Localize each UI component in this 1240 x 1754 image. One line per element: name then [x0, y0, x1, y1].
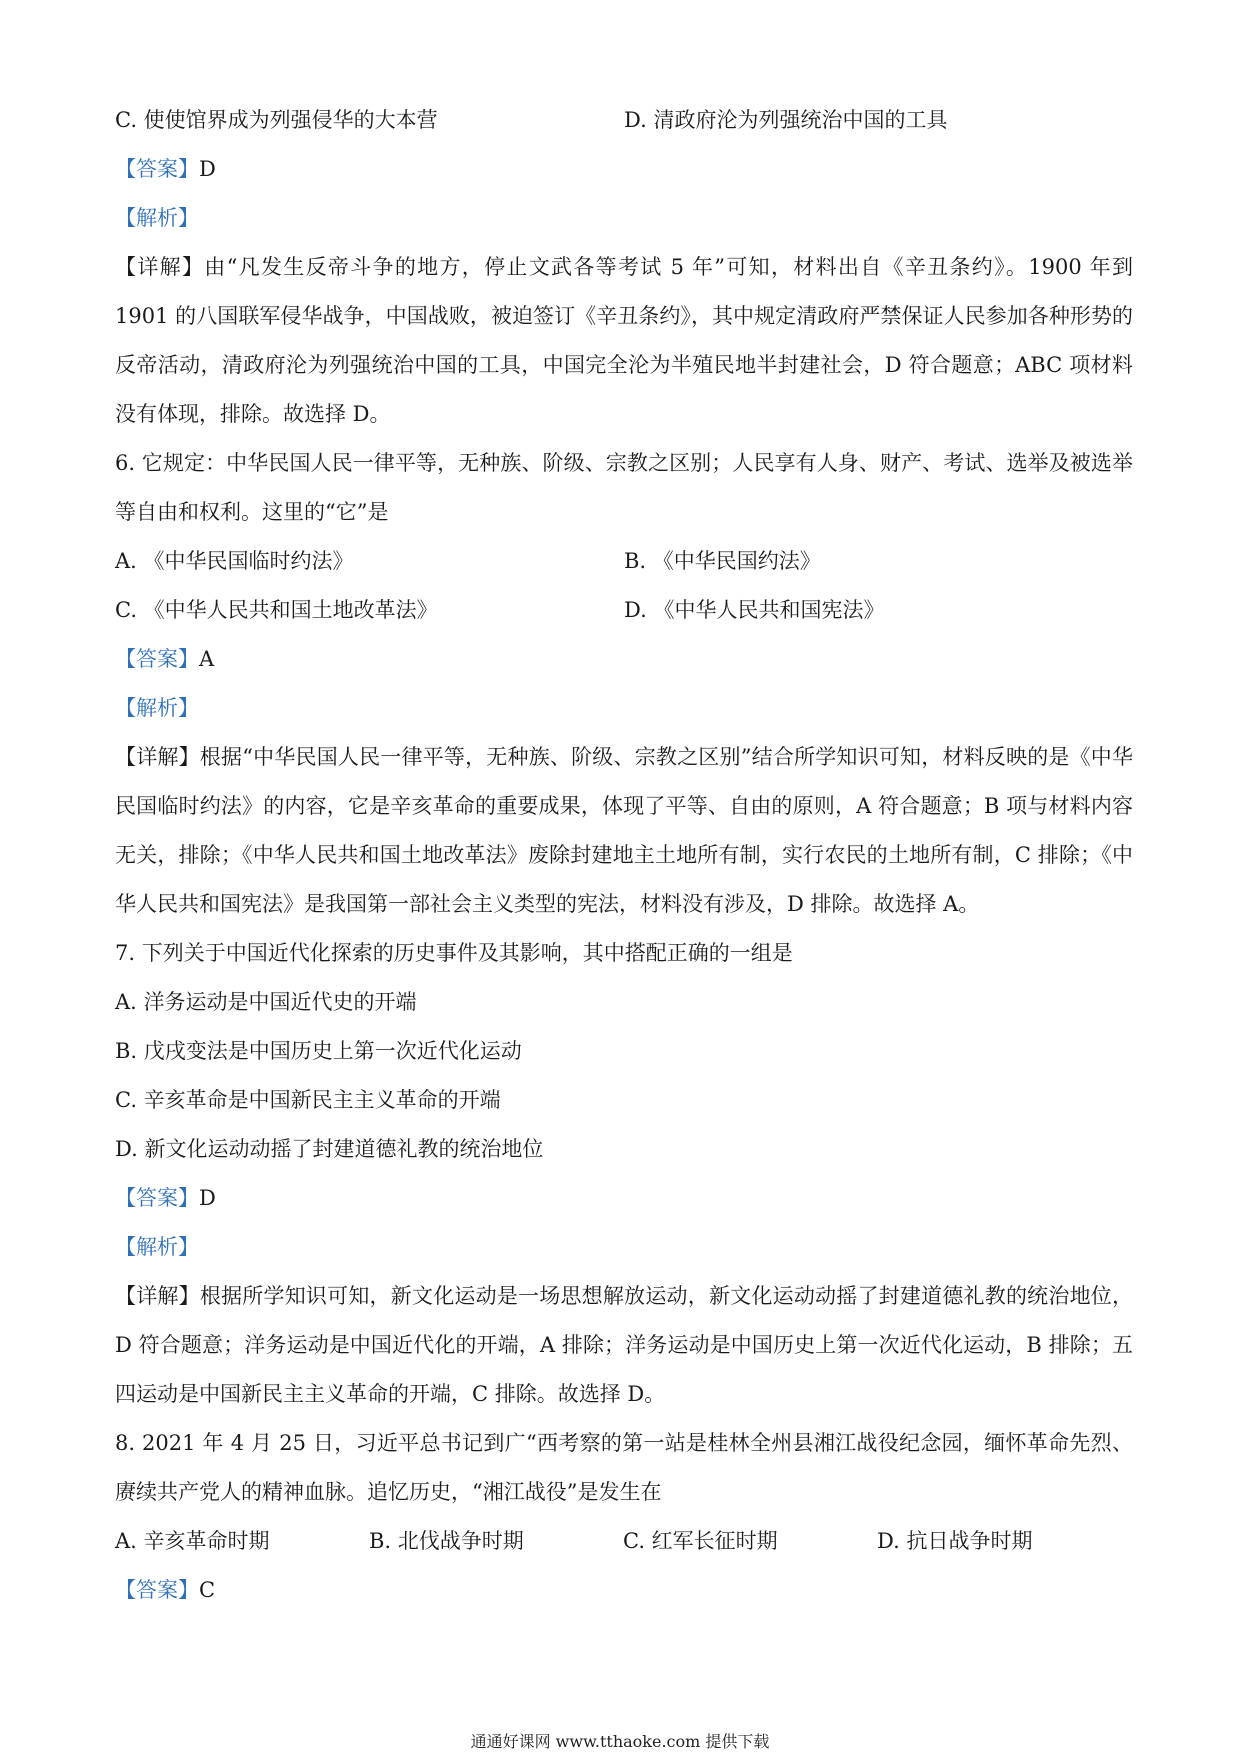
detail-label: 【详解】 [115, 745, 200, 769]
q8-stem: 8. 2021 年 4 月 25 日，习近平总书记到广“西考察的第一站是桂林全州县湘江战役纪念园，缅怀革命先烈、赓续共产党人的精神血脉。追忆历史，“湘江战役”是发生在 [115, 1431, 1133, 1504]
q6-option-c: C. 《中华人民共和国土地改革法》 [115, 598, 438, 622]
q7-stem: 7. 下列关于中国近代化探索的历史事件及其影响，其中搭配正确的一组是 [115, 941, 793, 965]
q5-option-d: D. 清政府沦为列强统治中国的工具 [624, 108, 948, 132]
exam-page [115, 96, 1133, 1615]
q6-option-a: A. 《中华民国临时约法》 [115, 549, 354, 573]
q5-detail-text: 由“凡发生反帝斗争的地方，停止文武各等考试 5 年”可知，材料出自《辛丑条约》。1900 年到 1901 的八国联军侵华战争，中国战败，被迫签订《辛丑条约》，其中规定清政府严禁保证人民参加各种形势的反帝活动，清政府沦为列强统治中国的工具，中国完全沦为半殖民地半封建社会，D 符合题意；ABC 项材料没有体现，排除。故选择 D。 [115, 255, 1133, 426]
q8-options [115, 1517, 1133, 1566]
detail-label: 【详解】 [115, 1284, 200, 1308]
analysis-label: 【解析】 [115, 206, 199, 230]
q7-detail [115, 1272, 1133, 1419]
q7-analysis [115, 1223, 1133, 1272]
q8-option-a: A. 辛亥革命时期 [115, 1529, 270, 1553]
q5-answer-value: D [199, 157, 216, 181]
q7-option-d: D. 新文化运动动摇了封建道德礼教的统治地位 [115, 1137, 544, 1161]
q6-options-row2 [115, 586, 1133, 635]
answer-label: 【答案】 [115, 647, 199, 671]
q6-answer [115, 635, 1133, 684]
q5-detail [115, 243, 1133, 439]
q7-answer-value: D [199, 1186, 216, 1210]
q7-detail-text: 根据所学知识可知，新文化运动是一场思想解放运动，新文化运动动摇了封建道德礼教的统治地位，D 符合题意；洋务运动是中国近代化的开端，A 排除；洋务运动是中国历史上第一次近代化运动，B 排除；五四运动是中国新民主主义革命的开端，C 排除。故选择 D。 [115, 1284, 1134, 1406]
q6-option-d: D. 《中华人民共和国宪法》 [624, 598, 885, 622]
q6-detail [115, 733, 1133, 929]
q8-answer [115, 1566, 1133, 1615]
q5-analysis [115, 194, 1133, 243]
answer-label: 【答案】 [115, 1578, 199, 1602]
q6-option-b: B. 《中华民国约法》 [624, 549, 821, 573]
q5-options [115, 96, 1133, 145]
q6-analysis [115, 684, 1133, 733]
page-footer: 通通好课网 www.tthaoke.com 提供下载 [470, 1732, 770, 1751]
q7-option-a: A. 洋务运动是中国近代史的开端 [115, 990, 417, 1014]
detail-label: 【详解】 [115, 255, 205, 279]
analysis-label: 【解析】 [115, 696, 199, 720]
answer-label: 【答案】 [115, 157, 199, 181]
q8-option-d: D. 抗日战争时期 [877, 1529, 1033, 1553]
q6-detail-text: 根据“中华民国人民一律平等，无种族、阶级、宗教之区别”结合所学知识可知，材料反映的是《中华民国临时约法》的内容，它是辛亥革命的重要成果，体现了平等、自由的原则，A 符合题意；B 项与材料内容无关，排除；《中华人民共和国土地改革法》废除封建地主土地所有制，实行农民的土地所有制，C 排除；《中华人民共和国宪法》是我国第一部社会主义类型的宪法，材料没有涉及，D 排除。故选择 A。 [115, 745, 1134, 916]
q7-option-b: B. 戊戌变法是中国历史上第一次近代化运动 [115, 1039, 522, 1063]
answer-label: 【答案】 [115, 1186, 199, 1210]
q8-option-b: B. 北伐战争时期 [369, 1529, 524, 1553]
q5-answer [115, 145, 1133, 194]
q6-stem: 6. 它规定：中华民国人民一律平等，无种族、阶级、宗教之区别；人民享有人身、财产、考试、选举及被选举等自由和权利。这里的“它”是 [115, 451, 1133, 524]
q6-options-row1 [115, 537, 1133, 586]
q7-option-c: C. 辛亥革命是中国新民主主义革命的开端 [115, 1088, 501, 1112]
q7-answer [115, 1174, 1133, 1223]
q8-answer-value: C [199, 1578, 216, 1602]
analysis-label: 【解析】 [115, 1235, 199, 1259]
q5-option-c: C. 使使馆界成为列强侵华的大本营 [115, 108, 438, 132]
q6-answer-value: A [199, 647, 215, 671]
q8-option-c: C. 红军长征时期 [623, 1529, 778, 1553]
